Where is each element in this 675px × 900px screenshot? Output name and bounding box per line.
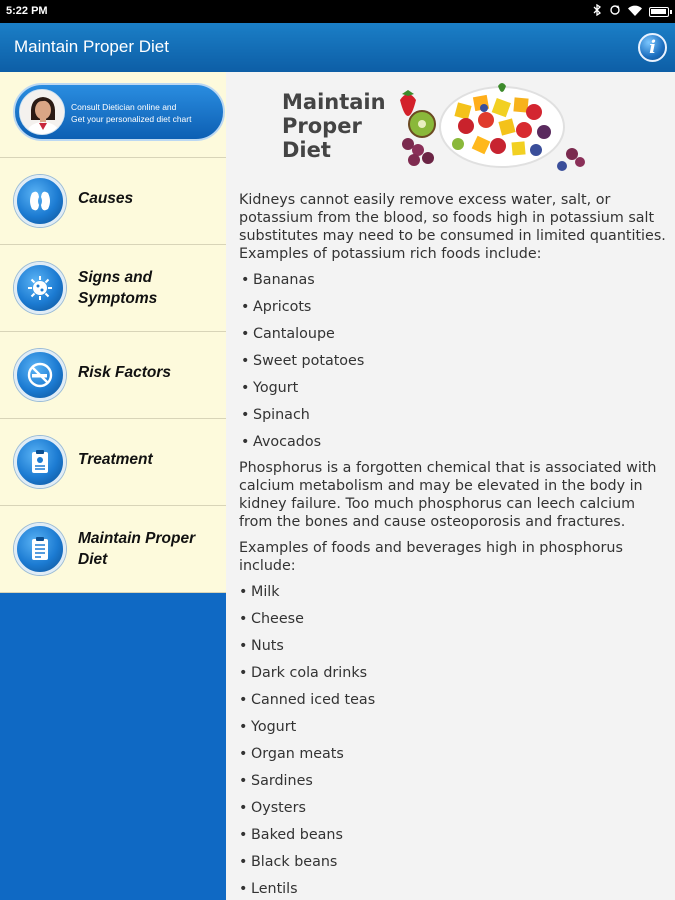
bullet: • bbox=[239, 800, 248, 816]
sidebar-item-label-line: Maintain Proper bbox=[78, 530, 196, 547]
list-item-text: Oysters bbox=[251, 800, 306, 816]
list-item bbox=[239, 637, 669, 664]
list-item-text: Black beans bbox=[251, 854, 338, 870]
list-item-text: Bananas bbox=[253, 272, 315, 288]
sidebar-item-label-line: Symptoms bbox=[78, 290, 158, 307]
bullet: • bbox=[239, 827, 248, 843]
article-body bbox=[239, 191, 669, 900]
bullet: • bbox=[239, 584, 248, 600]
content-panel bbox=[226, 72, 675, 900]
list-item bbox=[239, 406, 669, 433]
consult-line2: Get your personalized diet chart bbox=[71, 114, 192, 124]
bluetooth-icon bbox=[593, 4, 602, 19]
bullet: • bbox=[239, 881, 248, 897]
list-item-text: Yogurt bbox=[251, 719, 297, 735]
list-item-text: Yogurt bbox=[253, 380, 299, 396]
status-bar bbox=[0, 0, 675, 23]
diet-chart-icon bbox=[14, 523, 66, 575]
list-item bbox=[239, 271, 669, 298]
sidebar-item-label-line: Treatment bbox=[78, 451, 153, 468]
diet-banner bbox=[274, 82, 594, 182]
potassium-foods-list bbox=[239, 271, 669, 459]
list-item bbox=[239, 772, 669, 799]
no-smoking-icon bbox=[14, 349, 66, 401]
list-item-text: Sweet potatoes bbox=[253, 353, 365, 369]
bullet: • bbox=[239, 692, 248, 708]
sidebar-item-label bbox=[78, 449, 153, 470]
list-item bbox=[239, 664, 669, 691]
bullet: • bbox=[239, 854, 248, 870]
sidebar bbox=[0, 72, 226, 900]
list-item bbox=[239, 325, 669, 352]
list-item bbox=[239, 826, 669, 853]
bullet: • bbox=[241, 407, 250, 423]
virus-icon bbox=[14, 262, 66, 314]
list-item-text: Spinach bbox=[253, 407, 310, 423]
bullet: • bbox=[239, 611, 248, 627]
list-item-text: Organ meats bbox=[251, 746, 344, 762]
status-icons bbox=[593, 4, 669, 19]
list-item-text: Dark cola drinks bbox=[251, 665, 368, 681]
banner-title-line: Diet bbox=[282, 138, 331, 162]
sidebar-item-label-line: Risk Factors bbox=[78, 364, 172, 381]
info-icon[interactable]: i bbox=[638, 33, 667, 62]
bullet: • bbox=[239, 773, 248, 789]
list-item-text: Avocados bbox=[253, 434, 322, 450]
list-item-text: Milk bbox=[251, 584, 280, 600]
sidebar-item-label bbox=[78, 528, 195, 570]
sidebar-item-signs-and-symptoms[interactable] bbox=[0, 245, 226, 332]
consult-text bbox=[71, 101, 191, 125]
sync-icon bbox=[609, 4, 621, 19]
clipboard-icon bbox=[14, 436, 66, 488]
sidebar-item-treatment[interactable] bbox=[0, 419, 226, 506]
list-item bbox=[239, 880, 669, 900]
consult-line1: Consult Dietician online and bbox=[71, 102, 177, 112]
sidebar-item-causes[interactable] bbox=[0, 158, 226, 245]
consult-dietician-button[interactable] bbox=[13, 83, 225, 141]
list-item-text: Canned iced teas bbox=[251, 692, 376, 708]
list-item-text: Sardines bbox=[251, 773, 313, 789]
list-item-text: Nuts bbox=[251, 638, 284, 654]
list-item bbox=[239, 718, 669, 745]
list-item bbox=[239, 298, 669, 325]
list-item bbox=[239, 691, 669, 718]
banner-title-line: Proper bbox=[282, 114, 362, 138]
bullet: • bbox=[241, 326, 250, 342]
phosphorus-foods-list bbox=[239, 583, 669, 900]
bullet: • bbox=[241, 299, 250, 315]
list-item bbox=[239, 583, 669, 610]
bullet: • bbox=[239, 746, 248, 762]
bullet: • bbox=[241, 272, 250, 288]
list-item bbox=[239, 853, 669, 880]
bullet: • bbox=[239, 719, 248, 735]
kidney-icon bbox=[14, 175, 66, 227]
fruit-bowl-image bbox=[394, 82, 594, 182]
list-item bbox=[239, 610, 669, 637]
dietician-avatar bbox=[19, 89, 65, 135]
sidebar-item-label bbox=[78, 362, 171, 383]
list-item bbox=[239, 433, 669, 459]
sidebar-item-label bbox=[78, 267, 157, 309]
bullet: • bbox=[239, 665, 248, 681]
banner-title bbox=[282, 90, 386, 162]
list-item-text: Cheese bbox=[251, 611, 304, 627]
list-item-text: Apricots bbox=[253, 299, 312, 315]
list-item bbox=[239, 745, 669, 772]
phosphorus-paragraph: Phosphorus is a forgotten chemical that is associated with calcium metabolism and may be elevated in the body in kidney failure. Too much phosphorus can leech calcium from the bones and cause osteoporosis and fractures. bbox=[239, 460, 657, 530]
sidebar-item-risk-factors[interactable] bbox=[0, 332, 226, 419]
status-time: 5:22 PM bbox=[6, 5, 48, 17]
sidebar-item-label-line: Diet bbox=[78, 551, 108, 568]
list-item-text: Lentils bbox=[251, 881, 298, 897]
consult-section bbox=[0, 72, 226, 158]
list-item bbox=[239, 352, 669, 379]
sidebar-item-label-line: Causes bbox=[78, 190, 134, 207]
sidebar-item-label bbox=[78, 188, 133, 209]
bullet: • bbox=[239, 638, 248, 654]
app-bar bbox=[0, 23, 675, 72]
list-item-text: Baked beans bbox=[251, 827, 343, 843]
banner-title-line: Maintain bbox=[282, 90, 386, 114]
sidebar-item-maintain-proper-diet[interactable] bbox=[0, 506, 226, 593]
bullet: • bbox=[241, 353, 250, 369]
page-title: Maintain Proper Diet bbox=[14, 37, 169, 56]
list-item bbox=[239, 379, 669, 406]
bullet: • bbox=[241, 434, 250, 450]
potassium-paragraph: Kidneys cannot easily remove excess water, salt, or potassium from the blood, so foods high in potassium salt substitutes may need to be consumed in limited quantities. Examples of potassium rich foods include: bbox=[239, 192, 666, 262]
sidebar-item-label-line: Signs and bbox=[78, 269, 153, 286]
phosphorus-examples-intro: Examples of foods and beverages high in phosphorus include: bbox=[239, 540, 623, 574]
wifi-icon bbox=[628, 5, 642, 19]
list-item bbox=[239, 799, 669, 826]
bullet: • bbox=[241, 380, 250, 396]
list-item-text: Cantaloupe bbox=[253, 326, 335, 342]
battery-icon bbox=[649, 7, 669, 17]
